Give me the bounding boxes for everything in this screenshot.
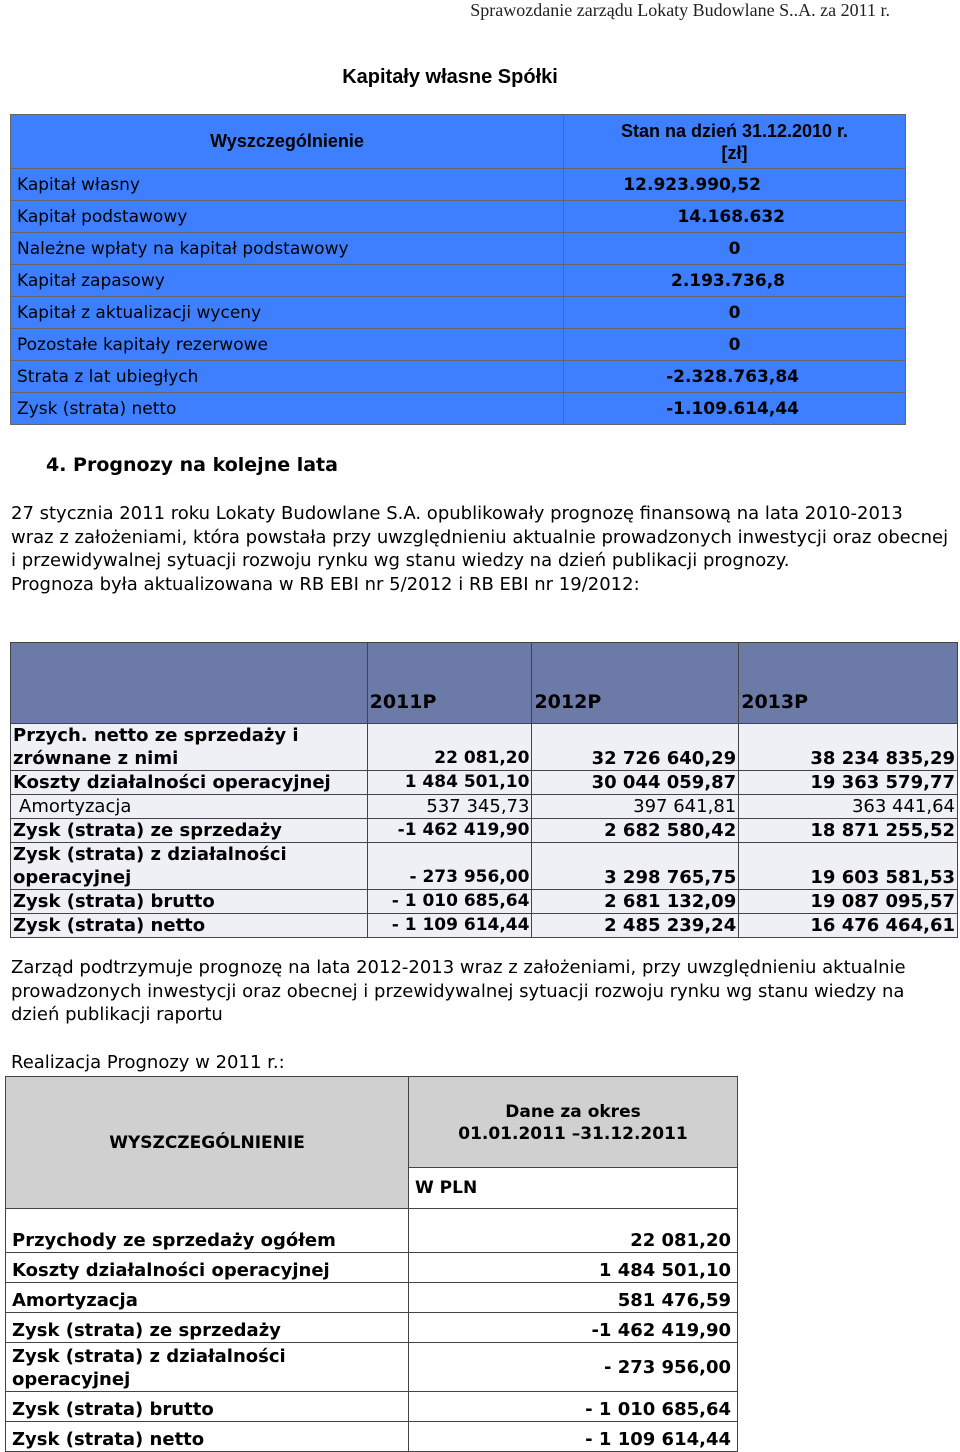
section-heading: 4. Prognozy na kolejne lata: [46, 454, 338, 476]
row-label: Kapitał z aktualizacji wyceny: [11, 297, 564, 329]
realization-unit: W PLN: [409, 1168, 738, 1209]
row-label: Przychody ze sprzedaży ogółem: [6, 1209, 409, 1253]
row-value: 30 044 059,87: [532, 771, 739, 795]
row-value: 22 081,20: [367, 724, 532, 771]
table-row: [11, 233, 906, 265]
table-row: [11, 914, 958, 938]
row-label: Zysk (strata) brutto: [6, 1392, 409, 1422]
equity-title: Kapitały własne Spółki: [342, 66, 558, 88]
equity-table: [10, 114, 906, 425]
row-label: Należne wpłaty na kapitał podstawowy: [11, 233, 564, 265]
row-value: 0: [564, 329, 906, 361]
row-value: 581 476,59: [409, 1283, 738, 1313]
row-value: 16 476 464,61: [739, 914, 958, 938]
table-row: [11, 843, 958, 890]
table-row: [11, 795, 958, 819]
row-value: 12.923.990,52: [564, 169, 906, 201]
page-header: Sprawozdanie zarządu Lokaty Budowlane S..A. za 2011 r.: [470, 0, 890, 20]
realization-col-item: WYSZCZEGÓLNIENIE: [6, 1077, 409, 1209]
table-row: [11, 329, 906, 361]
table-row: [11, 724, 958, 771]
row-value: - 1 109 614,44: [409, 1422, 738, 1452]
management-paragraph: Zarząd podtrzymuje prognozę na lata 2012-2013 wraz z założeniami, przy uwzględnieniu aktualnie prowadzonych inwestycji oraz obecnej i przewidywalnej sytuacji rozwoju rynku wg stanu wiedzy na dzień publikacji raportu: [11, 957, 906, 1025]
row-label: Strata z lat ubiegłych: [11, 361, 564, 393]
row-label: Zysk (strata) z działalności operacyjnej: [6, 1343, 409, 1392]
forecast-year: 2012P: [532, 643, 739, 724]
row-value: 2.193.736,8: [564, 265, 906, 297]
row-label: Koszty działalności operacyjnej: [11, 771, 368, 795]
table-row: [11, 297, 906, 329]
row-value: -1.109.614,44: [564, 393, 906, 425]
realization-col-data: Dane za okres 01.01.2011 –31.12.2011: [409, 1077, 738, 1168]
table-row: [11, 771, 958, 795]
forecast-corner: [11, 643, 368, 724]
row-value: - 1 010 685,64: [367, 890, 532, 914]
row-label: Zysk (strata) ze sprzedaży: [6, 1313, 409, 1343]
row-value: 19 087 095,57: [739, 890, 958, 914]
table-row: [11, 201, 906, 233]
forecast-paragraph: 27 stycznia 2011 roku Lokaty Budowlane S.A. opublikowały prognozę finansową na lata 2010-2013 wraz z założeniami, która powstała przy uwzględnieniu aktualnie prowadzonych inwestycji oraz obecnej i przewidywalnej sytuacji rozwoju rynku wg stanu wiedzy na dzień publikacji prognozy. Prognoza była aktualizowana w RB EBI nr 5/2012 i RB EBI nr 19/2012:: [11, 503, 949, 595]
row-label: Kapitał własny: [11, 169, 564, 201]
row-value: 2 485 239,24: [532, 914, 739, 938]
row-value: 38 234 835,29: [739, 724, 958, 771]
forecast-year: 2013P: [739, 643, 958, 724]
table-row: [11, 265, 906, 297]
row-value: 0: [564, 233, 906, 265]
row-label: Kapitał podstawowy: [11, 201, 564, 233]
row-value: - 273 956,00: [367, 843, 532, 890]
row-value: - 1 010 685,64: [409, 1392, 738, 1422]
row-value: 1 484 501,10: [409, 1253, 738, 1283]
table-row: [6, 1313, 738, 1343]
forecast-table: [10, 642, 958, 938]
table-row: [11, 169, 906, 201]
row-label: Zysk (strata) z działalności operacyjnej: [11, 843, 368, 890]
row-value: 2 681 132,09: [532, 890, 739, 914]
table-row: [6, 1253, 738, 1283]
realization-table: [5, 1076, 738, 1452]
row-label: Zysk (strata) brutto: [11, 890, 368, 914]
row-label: Przych. netto ze sprzedaży i zrównane z nimi: [11, 724, 368, 771]
row-label: Pozostałe kapitały rezerwowe: [11, 329, 564, 361]
row-value: -2.328.763,84: [564, 361, 906, 393]
table-row: [11, 393, 906, 425]
row-value: - 273 956,00: [409, 1343, 738, 1392]
row-value: 0: [564, 297, 906, 329]
row-label: Amortyzacja: [6, 1283, 409, 1313]
row-value: 2 682 580,42: [532, 819, 739, 843]
equity-col-value: Stan na dzień 31.12.2010 r. [zł]: [564, 115, 906, 169]
row-label: Zysk (strata) ze sprzedaży: [11, 819, 368, 843]
table-row: [6, 1209, 738, 1253]
row-value: 397 641,81: [532, 795, 739, 819]
row-value: 14.168.632: [564, 201, 906, 233]
forecast-year: 2011P: [367, 643, 532, 724]
row-value: 19 363 579,77: [739, 771, 958, 795]
row-value: 1 484 501,10: [367, 771, 532, 795]
row-label: Kapitał zapasowy: [11, 265, 564, 297]
row-value: -1 462 419,90: [367, 819, 532, 843]
table-row: [6, 1392, 738, 1422]
row-label: Koszty działalności operacyjnej: [6, 1253, 409, 1283]
table-row: [6, 1283, 738, 1313]
row-label: Zysk (strata) netto: [11, 914, 368, 938]
row-value: 22 081,20: [409, 1209, 738, 1253]
table-row: [6, 1343, 738, 1392]
row-value: 3 298 765,75: [532, 843, 739, 890]
row-label: Amortyzacja: [11, 795, 368, 819]
row-value: 18 871 255,52: [739, 819, 958, 843]
row-label: Zysk (strata) netto: [11, 393, 564, 425]
row-value: 363 441,64: [739, 795, 958, 819]
row-value: 537 345,73: [367, 795, 532, 819]
realization-caption: Realizacja Prognozy w 2011 r.:: [11, 1052, 285, 1073]
row-value: - 1 109 614,44: [367, 914, 532, 938]
row-value: -1 462 419,90: [409, 1313, 738, 1343]
table-row: [11, 361, 906, 393]
table-row: [6, 1422, 738, 1452]
equity-col-item: Wyszczególnienie: [11, 115, 564, 169]
row-value: 19 603 581,53: [739, 843, 958, 890]
row-label: Zysk (strata) netto: [6, 1422, 409, 1452]
table-row: [11, 890, 958, 914]
table-row: [11, 819, 958, 843]
row-value: 32 726 640,29: [532, 724, 739, 771]
